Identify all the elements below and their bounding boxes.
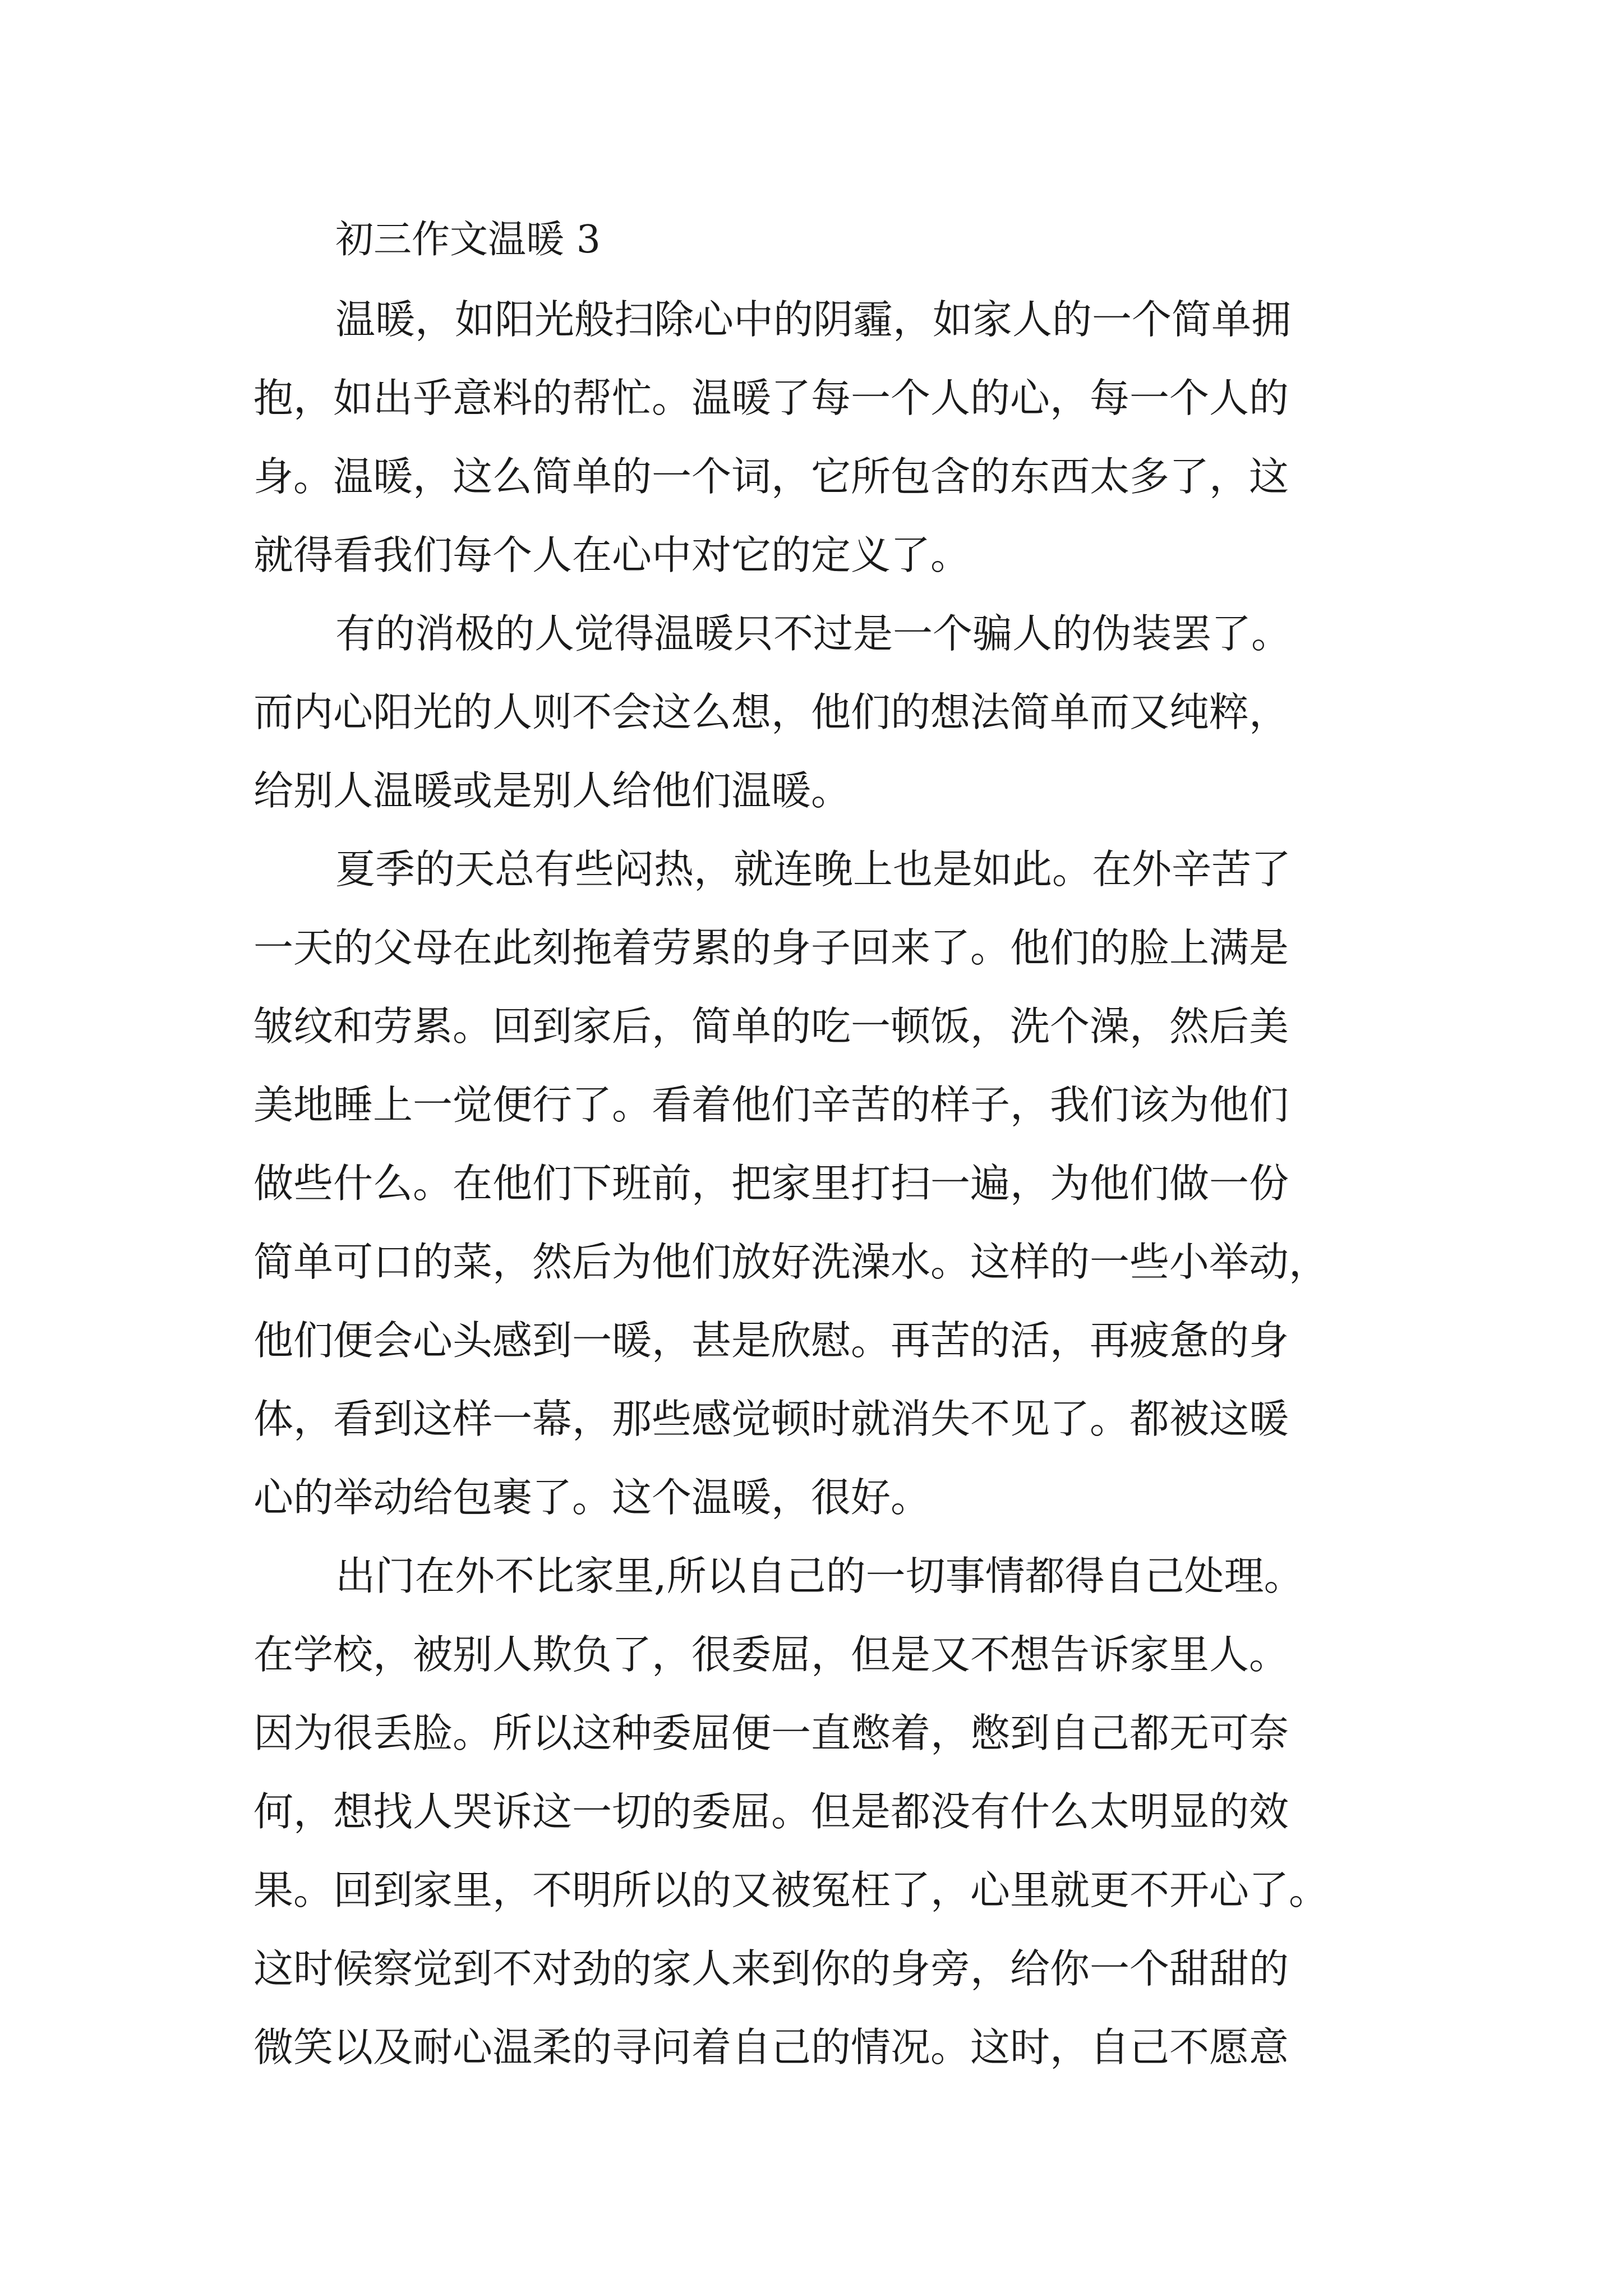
paragraph-line: 何，想找人哭诉这一切的委屈。但是都没有什么太明显的效 [253, 1788, 1289, 1835]
paragraph-line: 果。回到家里，不明所以的又被冤枉了，心里就更不开心了。 [253, 1867, 1329, 1913]
paragraph-line: 出门在外不比家里,所以自己的一切事情都得自己处理。 [335, 1553, 1304, 1599]
paragraph-line: 简单可口的菜，然后为他们放好洗澡水。这样的一些小举动， [253, 1239, 1329, 1285]
paragraph-line: 抱，如出乎意料的帮忙。温暖了每一个人的心，每一个人的 [253, 375, 1289, 421]
paragraph-line: 给别人温暖或是别人给他们温暖。 [253, 767, 851, 814]
paragraph-line: 美地睡上一觉便行了。看着他们辛苦的样子，我们该为他们 [253, 1082, 1289, 1128]
paragraph-line: 就得看我们每个人在心中对它的定义了。 [253, 532, 971, 578]
paragraph-line: 微笑以及耐心温柔的寻问着自己的情况。这时，自己不愿意 [253, 2024, 1289, 2070]
paragraph-line: 因为很丢脸。所以这种委屈便一直憋着，憋到自己都无可奈 [253, 1710, 1289, 1756]
paragraph-line: 在学校，被别人欺负了，很委屈，但是又不想告诉家里人。 [253, 1631, 1289, 1678]
paragraph-line: 做些什么。在他们下班前，把家里打扫一遍，为他们做一份 [253, 1160, 1289, 1207]
paragraph-line: 皱纹和劳累。回到家后，简单的吃一顿饭，洗个澡，然后美 [253, 1003, 1289, 1050]
paragraph-line: 体，看到这样一幕，那些感觉顿时就消失不见了。都被这暖 [253, 1396, 1289, 1442]
paragraph-line: 而内心阳光的人则不会这么想，他们的想法简单而又纯粹， [253, 689, 1289, 735]
paragraph-line: 一天的父母在此刻拖着劳累的身子回来了。他们的脸上满是 [253, 924, 1289, 971]
paragraph-line: 身。温暖，这么简单的一个词，它所包含的东西太多了，这 [253, 453, 1289, 500]
paragraph-line: 温暖，如阳光般扫除心中的阴霾，如家人的一个简单拥 [335, 296, 1292, 343]
paragraph-line: 心的举动给包裹了。这个温暖，很好。 [253, 1474, 931, 1521]
page-title: 初三作文温暖 3 [335, 218, 601, 262]
paragraph-line: 有的消极的人觉得温暖只不过是一个骗人的伪装罢了。 [335, 610, 1292, 657]
paragraph-line: 夏季的天总有些闷热，就连晚上也是如此。在外辛苦了 [335, 846, 1292, 892]
paragraph-line: 这时候察觉到不对劲的家人来到你的身旁，给你一个甜甜的 [253, 1945, 1289, 1992]
paragraph-line: 他们便会心头感到一暖，甚是欣慰。再苦的活，再疲惫的身 [253, 1317, 1289, 1364]
